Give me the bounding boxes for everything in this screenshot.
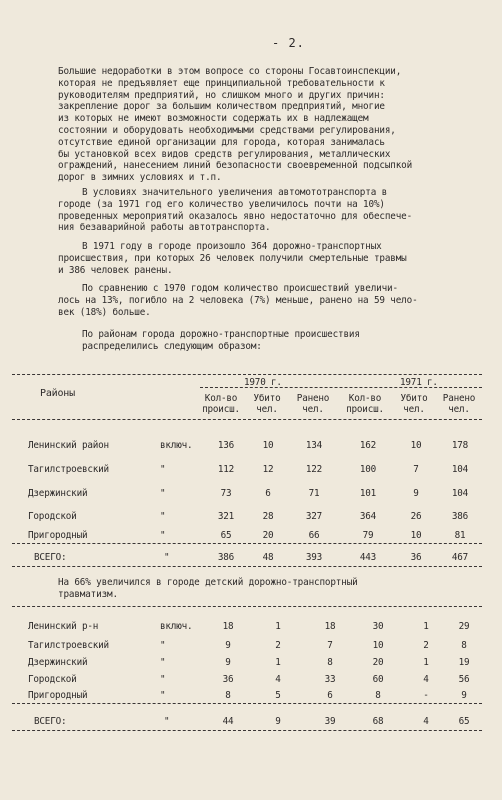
text-line: Большие недоработки в этом вопросе со стороны Госавтоинспекции,: [58, 66, 402, 77]
district-name: Тагилстроевский: [28, 464, 109, 475]
table2-bottom-rule: [12, 730, 482, 731]
table-cell-value: 2: [275, 640, 281, 651]
district-note: ": [160, 674, 166, 685]
table-cell-value: 1: [275, 657, 281, 668]
district-note: ": [160, 657, 166, 668]
table-cell-value: 104: [451, 488, 469, 499]
total-value: 9: [275, 716, 281, 727]
text-line: ограждений, нанесением линий безопасности своевременной подсыпкой: [58, 160, 413, 172]
text-line: закрепление дорог за большим количеством предприятий, многие: [58, 101, 385, 113]
table-cell-value: 8: [327, 657, 333, 668]
text-line: травматизм.: [58, 588, 118, 600]
total-value: 393: [305, 552, 323, 563]
page-number: - 2.: [272, 36, 305, 50]
table-cell-value: 29: [458, 621, 470, 632]
table-cell-value: 7: [413, 464, 419, 475]
text-line: ния безаварийной работы автотранспорта.: [58, 222, 271, 234]
table-cell-value: 56: [458, 674, 470, 685]
table-cell-value: 10: [410, 440, 422, 451]
total-value: 443: [359, 552, 377, 563]
table-cell-value: 8: [461, 640, 467, 651]
paragraph-3: [58, 241, 464, 276]
total-label: ВСЕГО:: [34, 552, 67, 563]
paragraph-1: [58, 66, 464, 184]
district-name: Ленинский район: [28, 440, 109, 451]
table2-top-rule: [12, 606, 482, 607]
table-cell-value: 1: [423, 657, 429, 668]
table-cell-value: 2: [423, 640, 429, 651]
paragraph-2: [58, 187, 464, 234]
district-name: Городской: [28, 511, 77, 522]
text-line: дорог в зимних условиях и т.п.: [58, 172, 222, 184]
table-cell-value: 10: [410, 530, 422, 541]
table-cell-value: 386: [451, 511, 469, 522]
year-1970-header: 1970 г.: [244, 377, 282, 388]
total-value: 68: [372, 716, 384, 727]
district-note: ": [160, 690, 166, 701]
paragraph-children: [58, 577, 464, 601]
district-name: Тагилстроевский: [28, 640, 109, 651]
table-cell-value: 5: [275, 690, 281, 701]
table-cell-value: 9: [413, 488, 419, 499]
district-note: ": [160, 464, 166, 475]
table-cell-value: 327: [305, 511, 323, 522]
table-cell-value: 33: [324, 674, 336, 685]
text-line: руководителям предприятий, но слишком много и других причин:: [58, 89, 385, 101]
table-cell-value: 10: [372, 640, 384, 651]
table-header-rule: [12, 419, 482, 420]
total-value: 39: [324, 716, 336, 727]
district-note: включ.: [160, 440, 193, 451]
text-line: городе (за 1971 год его количество увеличилось почти на 10%): [58, 198, 385, 210]
table-cell-value: 65: [220, 530, 232, 541]
table-top-rule: [12, 374, 482, 375]
table-cell-value: 122: [305, 464, 323, 475]
text-line: По сравнению с 1970 годом количество происшествий увеличи-: [82, 283, 398, 294]
text-line: отсутствие единой организации для города, которая занималась: [58, 136, 385, 148]
table2-total-rule: [12, 703, 482, 704]
paragraph-4: [58, 283, 464, 318]
district-note: ": [160, 640, 166, 651]
subheader: Убито чел.: [253, 393, 281, 415]
table-cell-value: 18: [324, 621, 336, 632]
table-cell-value: 66: [308, 530, 320, 541]
text-line: В 1971 году в городе произошло 364 дорожно-транспортных: [82, 241, 382, 252]
district-name: Ленинский р-н: [28, 621, 99, 632]
total-value: 65: [458, 716, 470, 727]
district-name: Пригородный: [28, 690, 88, 701]
total-value: 48: [262, 552, 274, 563]
district-note: ": [160, 511, 166, 522]
district-name: Пригородный: [28, 530, 88, 541]
year-rule: [200, 387, 482, 388]
table-cell-value: 20: [372, 657, 384, 668]
total-note: ": [164, 552, 170, 563]
district-note: ": [160, 488, 166, 499]
table-cell-value: 18: [222, 621, 234, 632]
table-cell-value: 162: [359, 440, 377, 451]
subheader: Ранено чел.: [442, 393, 476, 415]
total-value: 386: [217, 552, 235, 563]
total-value: 36: [410, 552, 422, 563]
table-cell-value: 20: [262, 530, 274, 541]
table-cell-value: -: [423, 690, 429, 701]
table-cell-value: 178: [451, 440, 469, 451]
text-line: проведенных мероприятий оказалось явно недостаточно для обеспече-: [58, 210, 413, 222]
table-cell-value: 9: [225, 657, 231, 668]
district-note: ": [160, 530, 166, 541]
table-cell-value: 1: [423, 621, 429, 632]
subheader: Кол-во происш.: [346, 393, 384, 415]
table-cell-value: 36: [222, 674, 234, 685]
table-cell-value: 10: [262, 440, 274, 451]
total-label: ВСЕГО:: [34, 716, 67, 727]
text-line: бы установкой всех видов средств регулирования, металлических: [58, 148, 391, 160]
text-line: По районам города дорожно-транспортные происшествия: [82, 329, 360, 340]
table-cell-value: 8: [375, 690, 381, 701]
table-cell-value: 136: [217, 440, 235, 451]
table-cell-value: 26: [410, 511, 422, 522]
text-line: и 386 человек ранены.: [58, 264, 173, 276]
text-line: состоянии и оборудовать необходимыми средствами регулирования,: [58, 124, 396, 136]
table-cell-value: 321: [217, 511, 235, 522]
text-line: из которых не имеют возможности содержать их в надлежащем: [58, 113, 369, 125]
table-cell-value: 4: [275, 674, 281, 685]
table-cell-value: 60: [372, 674, 384, 685]
table-cell-value: 104: [451, 464, 469, 475]
subheader: Кол-во происш.: [202, 393, 240, 415]
table-cell-value: 101: [359, 488, 377, 499]
table-cell-value: 73: [220, 488, 232, 499]
table-cell-value: 30: [372, 621, 384, 632]
total-value: 467: [451, 552, 469, 563]
table-cell-value: 19: [458, 657, 470, 668]
total-value: 4: [423, 716, 429, 727]
table-cell-value: 28: [262, 511, 274, 522]
district-name: Дзержинский: [28, 657, 88, 668]
table-cell-value: 100: [359, 464, 377, 475]
text-line: лось на 13%, погибло на 2 человека (7%) меньше, ранено на 59 чело-: [58, 294, 418, 306]
table-cell-value: 364: [359, 511, 377, 522]
table-cell-value: 6: [265, 488, 271, 499]
table-cell-value: 79: [362, 530, 374, 541]
total-note: ": [164, 716, 170, 727]
district-name: Городской: [28, 674, 77, 685]
table-cell-value: 6: [327, 690, 333, 701]
total-value: 44: [222, 716, 234, 727]
district-name: Дзержинский: [28, 488, 88, 499]
total-rule: [12, 543, 482, 544]
column-header-districts: Районы: [40, 388, 75, 399]
subheader: Убито чел.: [400, 393, 428, 415]
text-line: На 66% увеличился в городе детский дорожно-транспортный: [58, 577, 358, 588]
text-line: век (18%) больше.: [58, 306, 151, 318]
district-note: включ.: [160, 621, 193, 632]
table-cell-value: 7: [327, 640, 333, 651]
text-line: распределились следующим образом:: [82, 340, 262, 352]
year-1971-header: 1971 г.: [400, 377, 438, 388]
table-cell-value: 9: [225, 640, 231, 651]
table-cell-value: 81: [454, 530, 466, 541]
table-cell-value: 8: [225, 690, 231, 701]
table-cell-value: 4: [423, 674, 429, 685]
table-cell-value: 12: [262, 464, 274, 475]
table-cell-value: 134: [305, 440, 323, 451]
table-bottom-rule: [12, 566, 482, 567]
table-cell-value: 1: [275, 621, 281, 632]
table-cell-value: 112: [217, 464, 235, 475]
text-line: которая не предъявляет еще принципиальной требовательности к: [58, 77, 385, 89]
table-cell-value: 9: [461, 690, 467, 701]
paragraph-5: [58, 329, 464, 353]
text-line: В условиях значительного увеличения автомототранспорта в: [82, 187, 388, 198]
table-cell-value: 71: [308, 488, 320, 499]
text-line: происшествия, при которых 26 человек получили смертельные травмы: [58, 252, 407, 264]
subheader: Ранено чел.: [296, 393, 330, 415]
